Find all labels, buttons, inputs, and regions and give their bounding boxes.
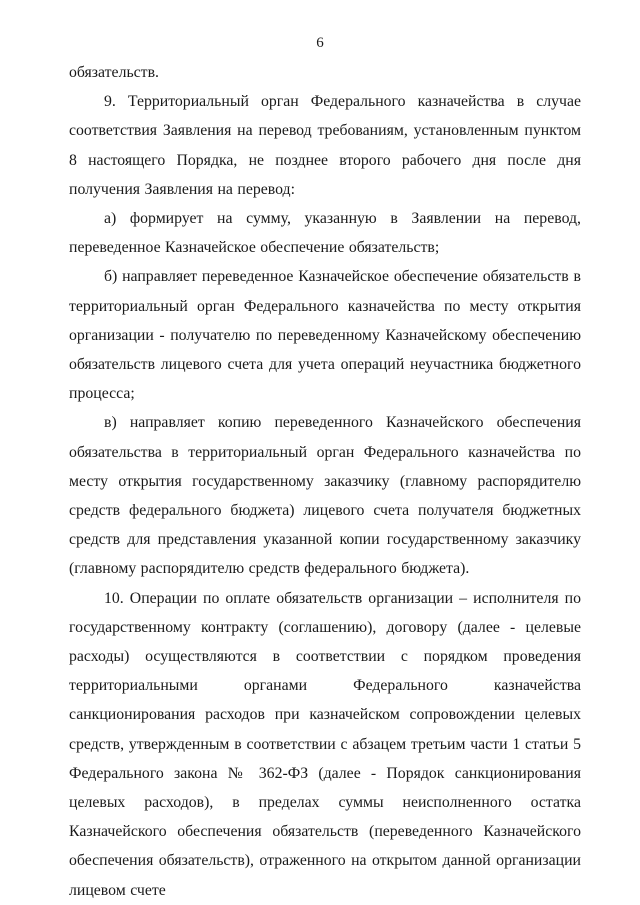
paragraph-subclause-a: а) формирует на сумму, указанную в Заявлении на перевод, переведенное Казначейское обеспечение обязательств;	[69, 210, 581, 257]
paragraph-clause-10: 10. Операции по оплате обязательств организации – исполнителя по государственному контракту (соглашению), договору (далее - целевые расходы) осуществляются в соответствии с порядком проведения территориальными органами Федерального казначейства санкционирования расходов при казначейском сопровождении целевых средств, утвержденным в соответствии с абзацем третьим части 1 статьи 5 Федерального закона № 362-ФЗ (далее - Порядок санкционирования целевых расходов), в пределах суммы неисполненного остатка Казначейского обеспечения обязательств (переведенного Казначейского обеспечения обязательств), отраженного на открытом данной организации лицевом счете	[69, 589, 581, 899]
paragraph-subclause-b: б) направляет переведенное Казначейское обеспечение обязательств в территориальный орган Федерального казначейства по месту открытия организации - получателю по переведенному Казначейскому обеспечению обязательств лицевого счета для учета операций неучастника бюджетного процесса;	[69, 268, 581, 403]
document-body	[69, 58, 581, 905]
paragraph-clause-9: 9. Территориальный орган Федерального казначейства в случае соответствия Заявления на перевод требованиям, установленным пунктом 8 настоящего Порядка, не позднее второго рабочего дня после дня получения Заявления на перевод:	[69, 93, 581, 198]
paragraph-subclause-v: в) направляет копию переведенного Казначейского обеспечения обязательства в территориальный орган Федерального казначейства по месту открытия государственному заказчику (главному распорядителю средств федерального бюджета) лицевого счета получателя бюджетных средств для представления указанной копии государственному заказчику (главному распорядителю средств федерального бюджета).	[69, 414, 581, 578]
page-number: 6	[316, 35, 324, 51]
paragraph-continuation: обязательств.	[69, 64, 159, 81]
